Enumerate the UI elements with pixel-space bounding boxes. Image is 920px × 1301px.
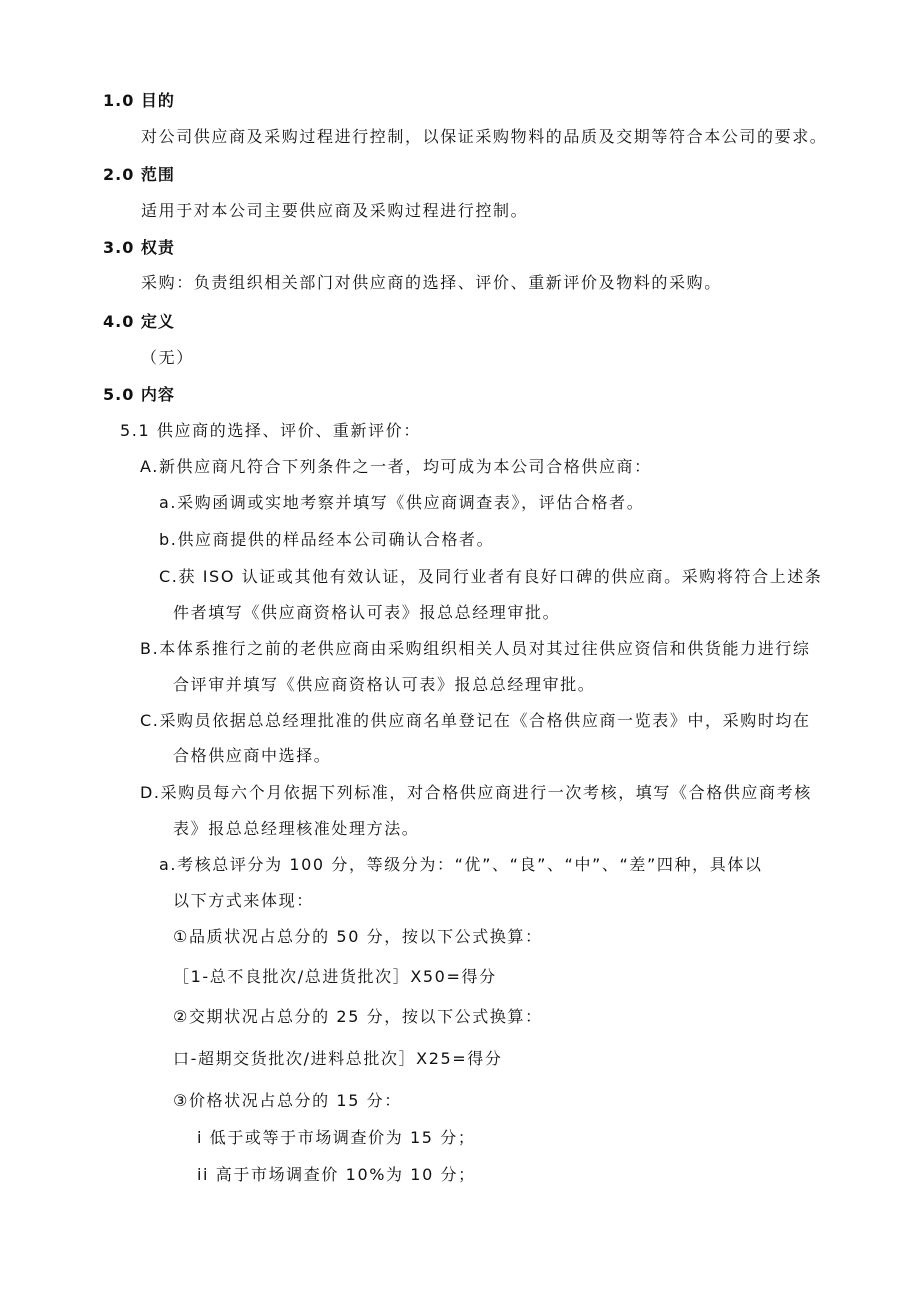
- purpose-text: 对公司供应商及采购过程进行控制，以保证采购物料的品质及交期等符合本公司的要求。: [141, 127, 828, 146]
- content-line-a-c: C.获 ISO 认证或其他有效认证，及同行业者有良好口碑的供应商。采购将符合上述条: [159, 567, 823, 586]
- content-line-price-ii: ii 高于市场调查价 10%为 10 分；: [197, 1165, 476, 1184]
- content-line-price: ③价格状况占总分的 15 分：: [173, 1091, 402, 1110]
- content-line-delivery: ②交期状况占总分的 25 分，按以下公式换算：: [173, 1007, 543, 1026]
- content-line-d-cont: 表》报总总经理核准处理方法。: [173, 819, 420, 838]
- content-line-quality-formula: ［1-总不良批次/总进货批次］X50=得分: [173, 967, 497, 986]
- content-line-c: C.采购员依据总总经理批准的供应商名单登记在《合格供应商一览表》中，采购时均在: [140, 711, 811, 730]
- content-line-b-cont: 合评审并填写《供应商资格认可表》报总总经理审批。: [173, 675, 596, 694]
- content-line-delivery-formula: 口-超期交货批次/进料总批次］X25=得分: [173, 1049, 503, 1068]
- content-line-a-new-supplier: A.新供应商凡符合下列条件之一者，均可成为本公司合格供应商：: [140, 457, 652, 476]
- content-line-a-c-cont: 件者填写《供应商资格认可表》报总总经理审批。: [173, 603, 561, 622]
- content-line-quality: ①品质状况占总分的 50 分，按以下公式换算：: [173, 927, 543, 946]
- content-line-a-b: b.供应商提供的样品经本公司确认合格者。: [159, 530, 495, 549]
- section-heading-content: 5.0 内容: [103, 385, 175, 404]
- scope-text: 适用于对本公司主要供应商及采购过程进行控制。: [141, 201, 529, 220]
- content-line-c-cont: 合格供应商中选择。: [173, 746, 332, 765]
- content-line-a-a: a.采购函调或实地考察并填写《供应商调查表》，评估合格者。: [159, 493, 645, 512]
- content-line-b: B.本体系推行之前的老供应商由采购组织相关人员对其过往供应资信和供货能力进行综: [140, 639, 811, 658]
- content-line-d-a: a.考核总评分为 100 分，等级分为：“优”、“良”、“中”、“差”四种，具体以: [159, 855, 763, 874]
- content-line-price-i: i 低于或等于市场调查价为 15 分；: [197, 1128, 476, 1147]
- content-line-d: D.采购员每六个月依据下列标准，对合格供应商进行一次考核，填写《合格供应商考核: [140, 783, 812, 802]
- responsibility-text: 采购：负责组织相关部门对供应商的选择、评价、重新评价及物料的采购。: [141, 273, 722, 292]
- content-line-5-1: 5.1 供应商的选择、评价、重新评价：: [120, 421, 421, 440]
- definition-text: （无）: [141, 348, 194, 367]
- section-heading-responsibility: 3.0 权责: [103, 238, 175, 257]
- section-heading-definition: 4.0 定义: [103, 312, 175, 331]
- content-line-d-a-cont: 以下方式来体现：: [173, 891, 314, 910]
- section-heading-scope: 2.0 范围: [103, 165, 175, 184]
- section-heading-purpose: 1.0 目的: [103, 91, 175, 110]
